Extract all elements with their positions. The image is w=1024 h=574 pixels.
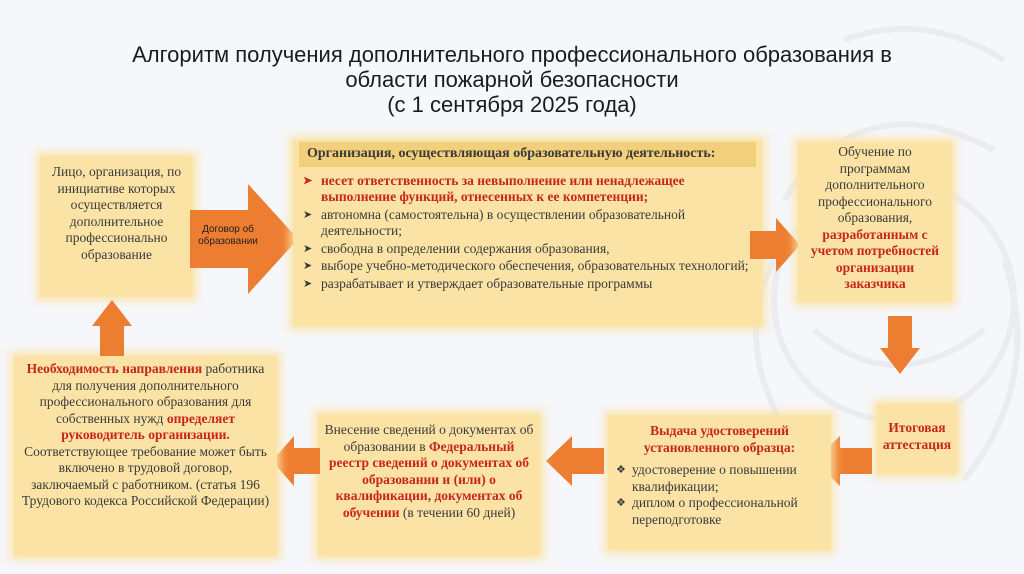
registry-text: Внесение сведений о документах об образовании в [324, 422, 534, 454]
bullet-arrow-icon: ➤ [303, 260, 313, 272]
arrow-right-icon [748, 216, 802, 274]
bullet-arrow-icon: ➤ [303, 208, 313, 221]
necessity-box [14, 356, 277, 556]
bullet-diamond-icon: ❖ [616, 497, 626, 509]
training-text: Обучение по программам дополнительного профессионального образования, [818, 144, 932, 225]
registry-highlight: Федеральный реестр сведений о документах об образовании и (или) о квалификации, документах об обучении [329, 438, 529, 520]
training-highlight: разработанным с учетом потребностей организации заказчика [810, 226, 940, 291]
arrow-down-icon [878, 314, 922, 376]
certificate-box [608, 415, 831, 550]
necessity-highlight-2: определяет руководитель организации. [61, 410, 235, 442]
registry-deadline: (в течении 60 дней) [402, 504, 516, 520]
necessity-highlight: Необходимость направления [26, 361, 203, 376]
necessity-text-2: Соответствующее требование может быть включено в трудовой договор, заключаемый с работником. (статья 196 Трудового кодекса Российской Федерации) [21, 443, 270, 508]
training-box [798, 142, 952, 302]
necessity-text: работника для получения дополнительного профессионального образования для собственных нужд [39, 361, 265, 426]
organization-item: ➤ свободна в определении содержания образования, [303, 240, 610, 256]
organization-box [293, 140, 762, 326]
registry-box [318, 414, 540, 556]
organization-item: ➤ разрабатывает и утверждает образовательные программы [303, 275, 653, 291]
organization-item: ➤ несет ответственность за невыполнение или ненадлежащее выполнение функций, отнесенных к ее компетенции; [303, 172, 685, 204]
initiator-box [40, 156, 193, 297]
organization-list [293, 173, 762, 293]
arrow-left-icon [270, 434, 322, 488]
organization-item: ➤ выборе учебно-методического обеспечения, образовательных технологий; [303, 258, 749, 273]
bullet-diamond-icon: ❖ [616, 464, 626, 476]
attestation-box [877, 404, 957, 474]
arrow-up-icon [90, 298, 134, 358]
bullet-arrow-icon: ➤ [303, 277, 313, 290]
bullet-arrow-icon: ➤ [303, 174, 313, 187]
arrow-left-icon [544, 434, 606, 488]
initiator-text: Лицо, организация, по инициативе которых осуществляется дополнительное профессионально образование [51, 164, 182, 262]
organization-header: Организация, осуществляющая образовательную деятельность: [299, 142, 756, 167]
certificate-header: Выдача удостоверений установленного образца: [643, 423, 796, 455]
attestation-text: Итоговая аттестация [882, 420, 952, 452]
organization-item: ➤ автономна (самостоятельна) в осуществлении образовательной деятельности; [303, 206, 686, 238]
page-title: Алгоритм получения дополнительного профессионального образования в области пожарной безопасности (с 1 сентября 2025 года) [132, 42, 892, 117]
certificate-item: ❖ удостоверение о повышении квалификации; [616, 462, 797, 494]
bullet-arrow-icon: ➤ [303, 242, 313, 255]
certificate-list [616, 462, 823, 528]
certificate-item: ❖ диплом о профессиональной переподготовке [616, 495, 798, 527]
contract-label: Договор об образовании [198, 224, 258, 247]
